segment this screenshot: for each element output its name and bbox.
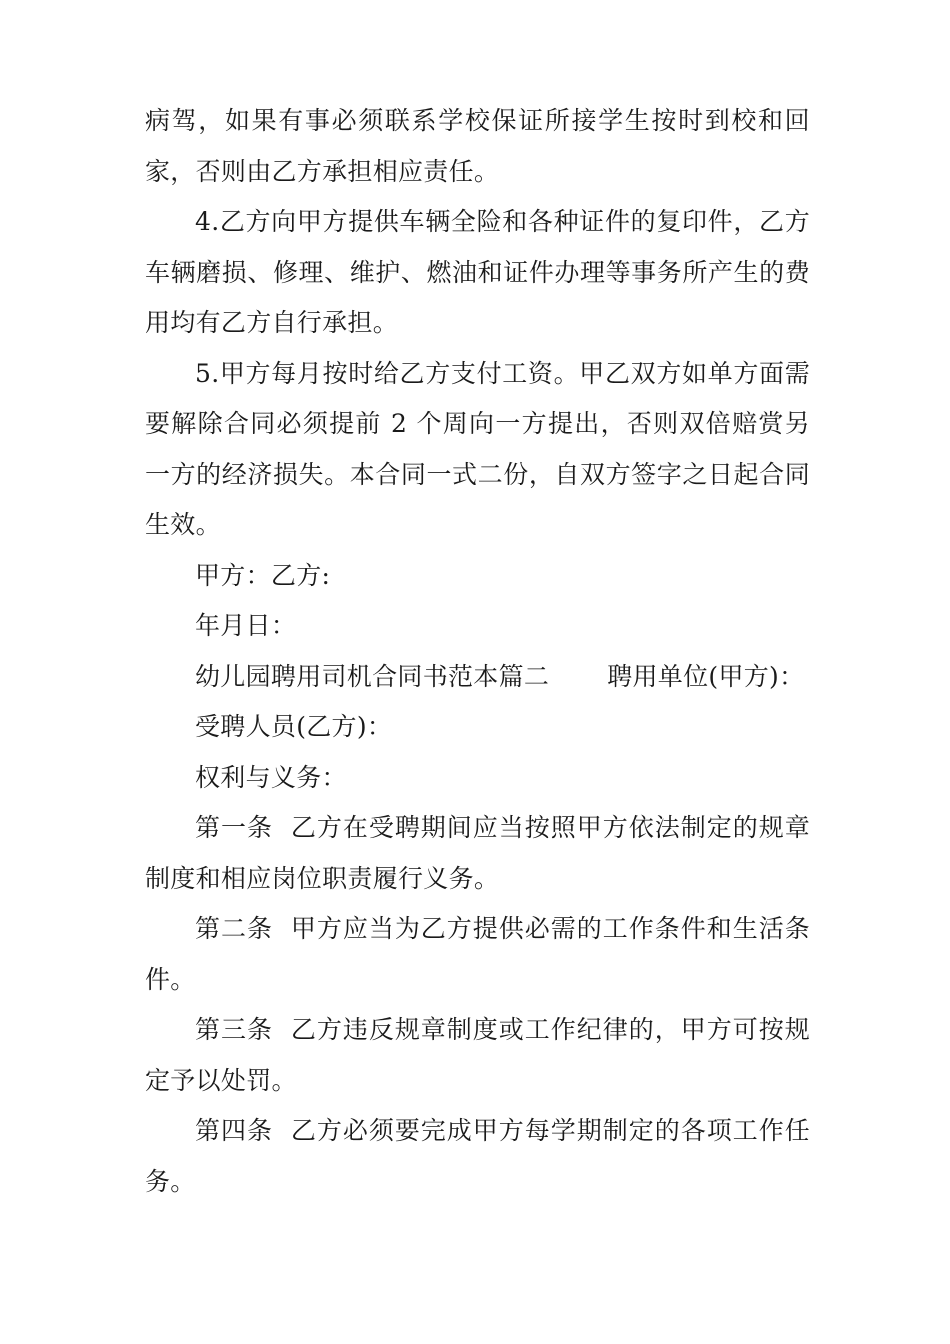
- paragraph-clause-5: 5.甲方每月按时给乙方支付工资。甲乙双方如单方面需要解除合同必须提前 2 个周向一方提出，否则双倍赔赏另一方的经济损失。本合同一式二份，自双方签字之日起合同生效。: [145, 358, 810, 539]
- employer-label: 聘用单位(甲方)：: [607, 661, 805, 691]
- article-4: 第四条 乙方必须要完成甲方每学期制定的各项工作任务。: [145, 1116, 810, 1196]
- article-2: 第二条 甲方应当为乙方提供必需的工作条件和生活条件。: [145, 914, 810, 994]
- document-body: [145, 96, 810, 1207]
- section-title: 幼儿园聘用司机合同书范本篇二: [195, 661, 550, 691]
- employee-label: 受聘人员(乙方)：: [195, 712, 393, 741]
- section-heading-line: [145, 652, 810, 703]
- paragraph-continuation: 病驾，如果有事必须联系学校保证所接学生按时到校和回家，否则由乙方承担相应责任。: [145, 106, 810, 186]
- article-1: 第一条 乙方在受聘期间应当按照甲方依法制定的规章制度和相应岗位职责履行义务。: [145, 813, 810, 893]
- date-line: 年月日：: [195, 611, 297, 640]
- paragraph-clause-4: 4.乙方向甲方提供车辆全险和各种证件的复印件，乙方车辆磨损、修理、维护、燃油和证件办理等事务所产生的费用均有乙方自行承担。: [145, 207, 810, 337]
- article-3: 第三条 乙方违反规章制度或工作纪律的，甲方可按规定予以处罚。: [145, 1015, 810, 1095]
- rights-duties-heading: 权利与义务：: [195, 762, 347, 792]
- signature-line: 甲方：乙方:: [195, 560, 331, 590]
